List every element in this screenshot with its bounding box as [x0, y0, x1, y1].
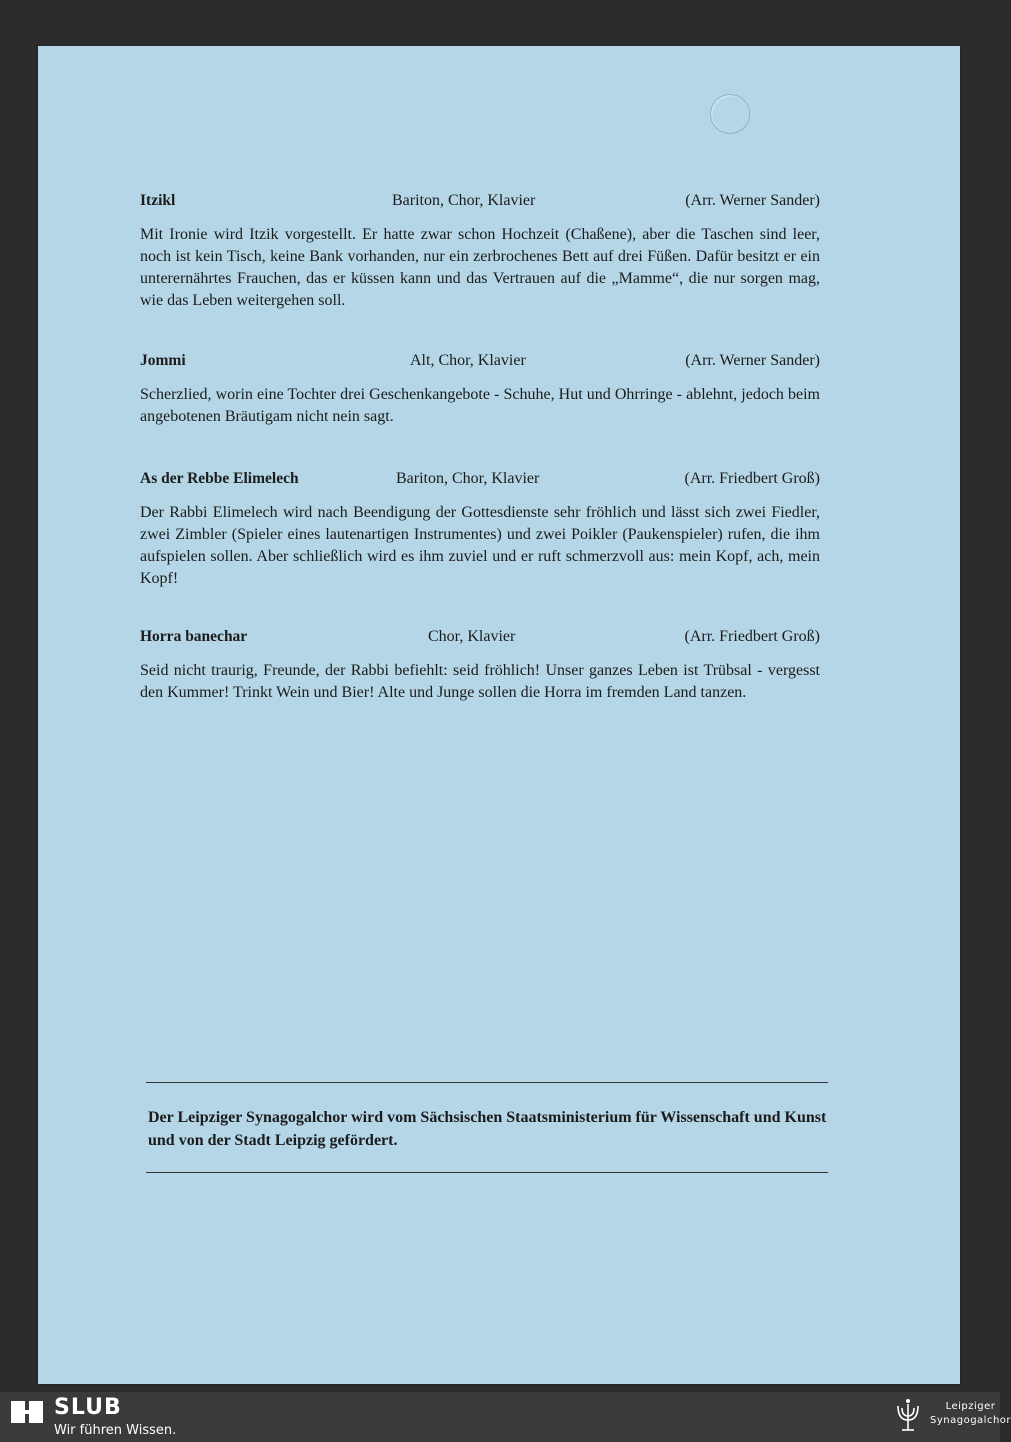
entry-voices: Alt, Chor, Klavier — [410, 352, 526, 369]
entry-description: Der Rabbi Elimelech wird nach Beendigung der Gottesdienste sehr fröhlich und lässt sich zwei Fiedler, zwei Zimbler (Spieler eines lautenartigen Instrumentes) und zwei Poikler (Paukenspieler) rufen, die ihm aufspielen sollen. Aber schließlich wird es ihm zuviel und er ruft schmerzvoll aus: mein Kopf, ach, mein Kopf! — [140, 504, 820, 587]
punch-hole — [710, 94, 750, 134]
viewer-footer — [0, 1392, 1011, 1442]
entry-arranger: (Arr. Friedbert Groß) — [684, 470, 820, 487]
entry-arranger: (Arr. Werner Sander) — [685, 192, 820, 209]
slub-name: SLUB — [54, 1395, 122, 1420]
program-entry — [140, 628, 820, 704]
entry-voices: Bariton, Chor, Klavier — [392, 192, 536, 209]
choir-name: Leipziger Synagogalchor — [930, 1401, 1011, 1426]
entry-title: Jommi — [140, 352, 186, 369]
menorah-logo-icon — [892, 1396, 924, 1436]
entry-voices: Chor, Klavier — [428, 628, 516, 645]
entry-title: Horra banechar — [140, 628, 248, 645]
entry-description: Scherzlied, worin eine Tochter drei Geschenkangebote - Schuhe, Hut und Ohrringe - ablehnt, jedoch beim angebotenen Bräutigam nicht nein sagt. — [140, 386, 820, 425]
entry-description: Seid nicht traurig, Freunde, der Rabbi befiehlt: seid fröhlich! Unser ganzes Leben ist Trübsal - vergesst den Kummer! Trinkt Wein und Bier! Alte und Junge sollen die Horra im fremden Land tanzen. — [140, 662, 820, 701]
entry-arranger: (Arr. Friedbert Groß) — [684, 628, 820, 645]
entry-title: As der Rebbe Elimelech — [140, 470, 299, 487]
divider-top — [146, 1082, 828, 1083]
slub-logo-icon — [10, 1398, 44, 1426]
slub-tagline: Wir führen Wissen. — [54, 1423, 177, 1438]
divider-bottom — [146, 1172, 828, 1173]
funding-note: Der Leipziger Synagogalchor wird vom Sächsischen Staatsministerium für Wissenschaft und Kunst und von der Stadt Leipzig gefördert. — [148, 1109, 827, 1149]
program-entry — [140, 192, 820, 312]
entry-description: Mit Ironie wird Itzik vorgestellt. Er hatte zwar schon Hochzeit (Chaßene), aber die Taschen sind leer, noch ist kein Tisch, keine Bank vorhanden, nur ein zerbrochenes Bett auf drei Füßen. Dafür besitzt er ein unterernährtes Frauchen, das er küssen kann und das Vertrauen auf die „Mamme“, die nur sorgen mag, wie das Leben weitergehen soll. — [140, 226, 820, 309]
entry-arranger: (Arr. Werner Sander) — [685, 352, 820, 369]
program-entry — [140, 470, 820, 590]
entry-title: Itzikl — [140, 192, 176, 209]
entry-voices: Bariton, Chor, Klavier — [396, 470, 540, 487]
program-entry — [140, 352, 820, 428]
